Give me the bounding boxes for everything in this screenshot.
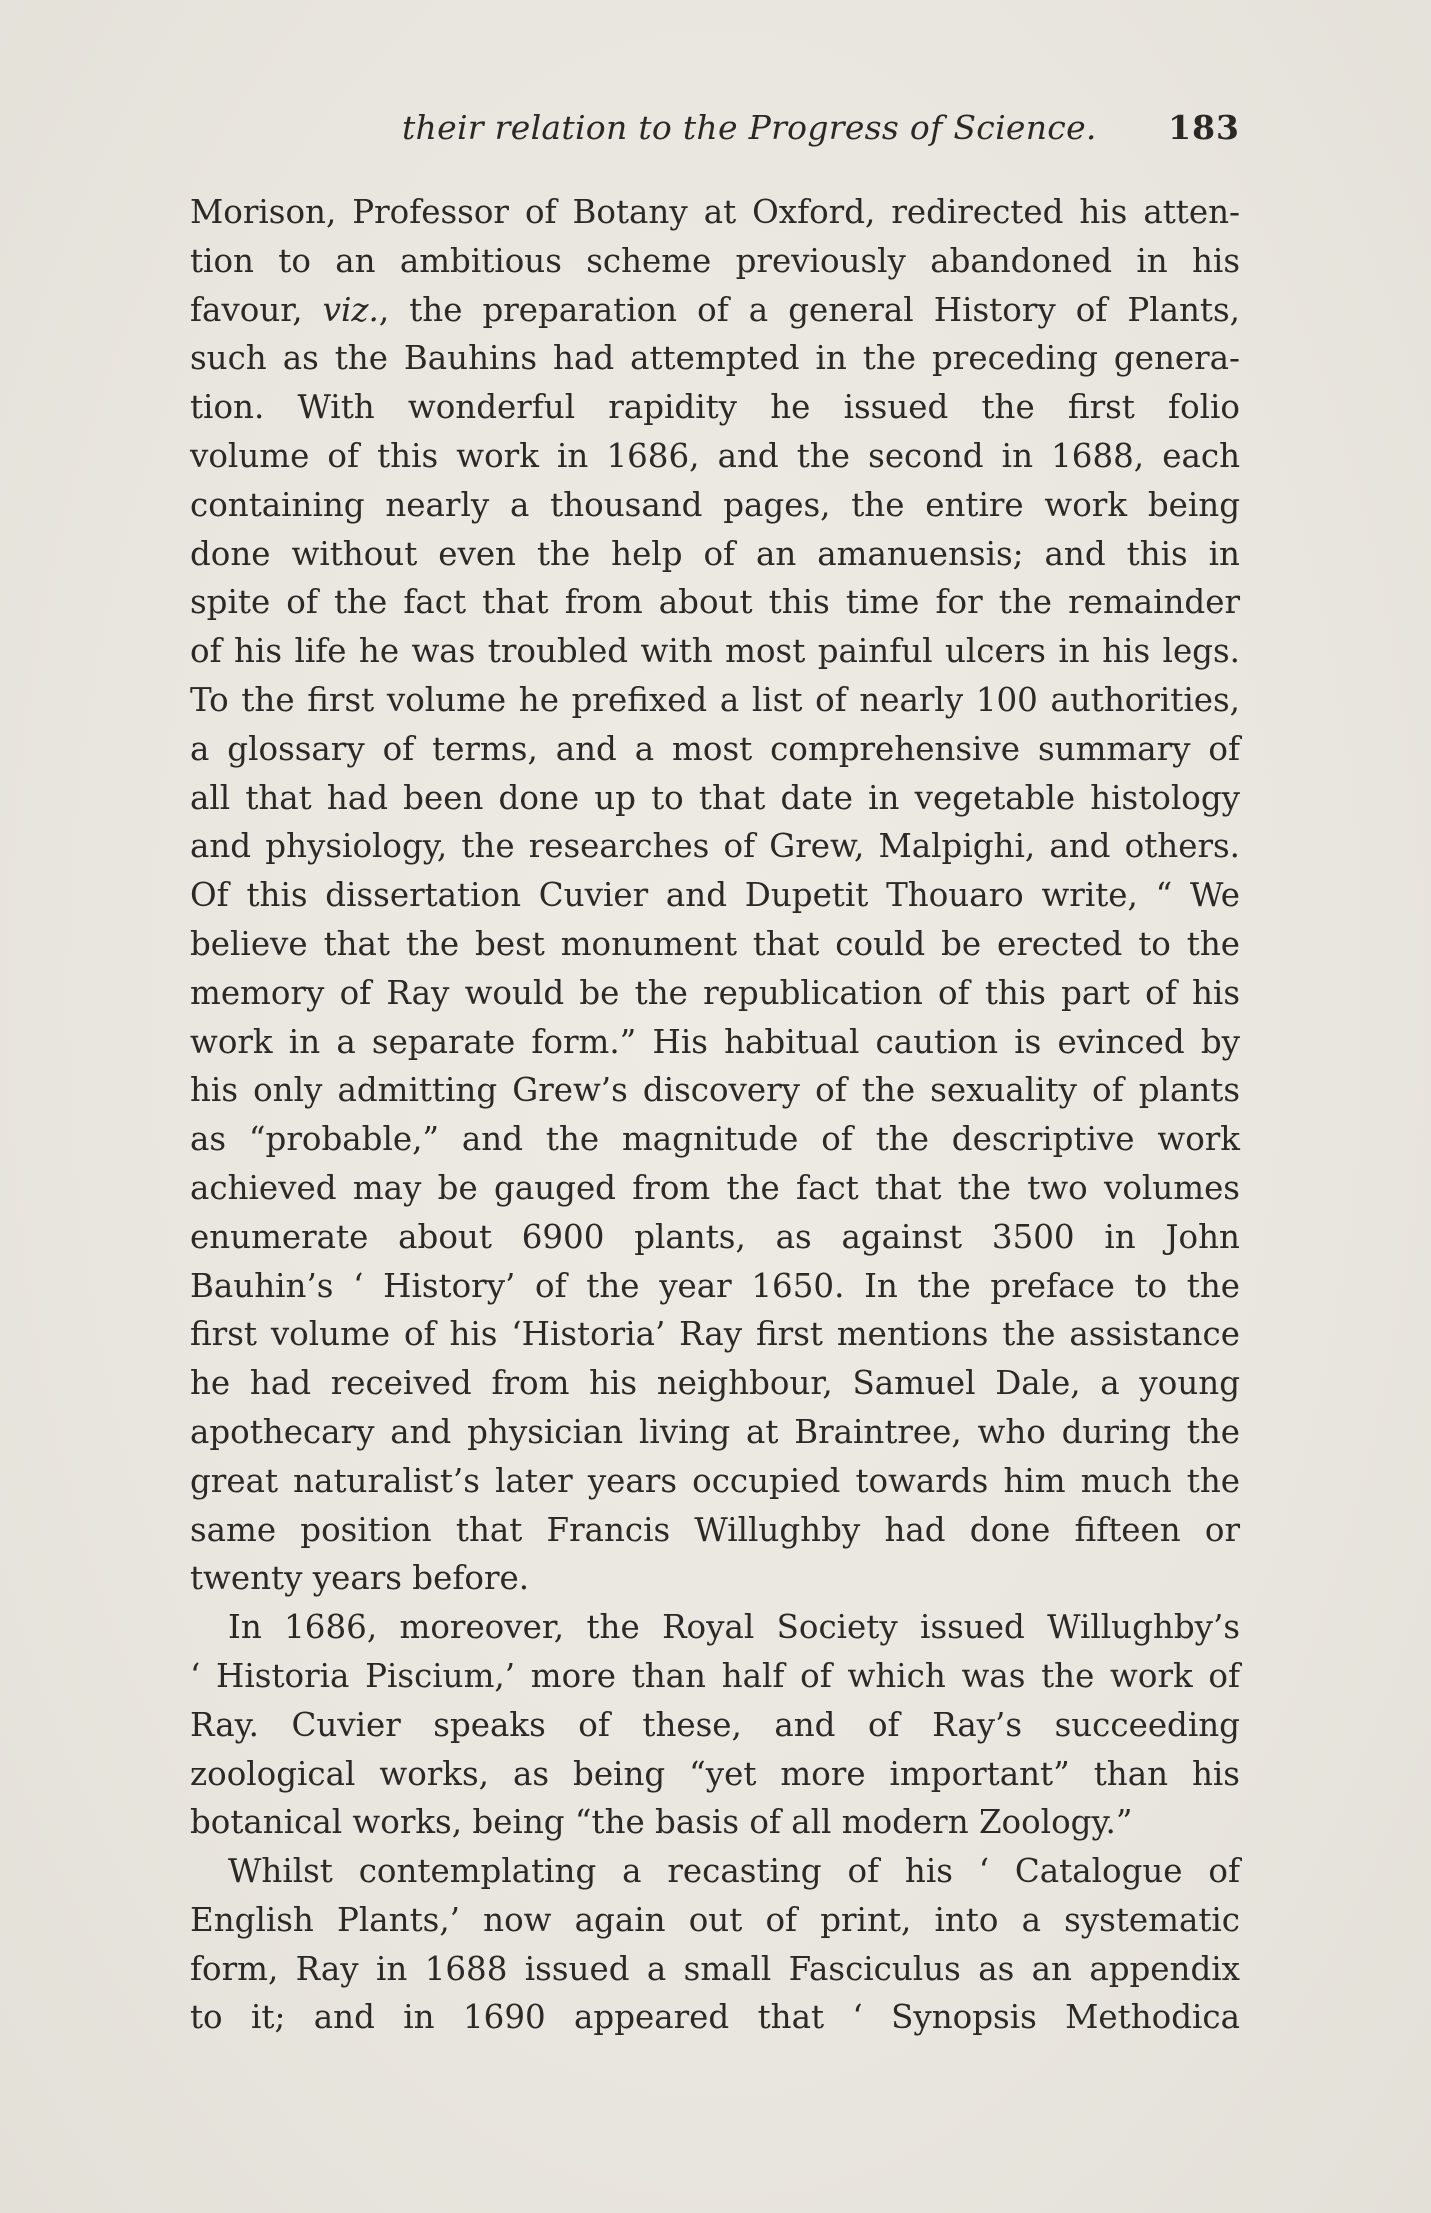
text-line: enumerate about 6900 plants, as against 3500 in John <box>190 1217 1240 1256</box>
text-line: done without even the help of an amanuensis; and this in <box>190 534 1240 573</box>
text-line: his only admitting Grew’s discovery of the sexuality of plants <box>190 1071 1240 1110</box>
text-line: to it; and in 1690 appeared that ‘ Synopsis Methodica <box>190 1998 1240 2037</box>
text-line: apothecary and physician living at Braintree, who during the <box>190 1412 1240 1451</box>
text-line: In 1686, moreover, the Royal Society issued Willughby’s <box>228 1608 1240 1647</box>
text-line: containing nearly a thousand pages, the entire work being <box>190 485 1240 524</box>
paragraph-2 <box>190 1603 1240 1847</box>
paragraph-1 <box>190 188 1240 1603</box>
running-title: their relation to the Progress of Science. <box>402 108 1097 147</box>
text-line: zoological works, as being “yet more important” than his <box>190 1754 1240 1793</box>
text-line: twenty years before. <box>190 1559 530 1598</box>
text-line: Morison, Professor of Botany at Oxford, redirected his atten- <box>190 193 1240 231</box>
text-line: English Plants,’ now again out of print, into a systematic <box>190 1900 1240 1939</box>
text-line-part: favour, <box>190 290 323 329</box>
text-line: achieved may be gauged from the fact that the two volumes <box>190 1168 1240 1207</box>
text-line: a glossary of terms, and a most comprehensive summary of <box>190 729 1240 768</box>
text-line: volume of this work in 1686, and the second in 1688, each <box>190 436 1240 475</box>
text-line: he had received from his neighbour, Samuel Dale, a young <box>190 1364 1240 1403</box>
text-line: Bauhin’s ‘ History’ of the year 1650. In the preface to the <box>190 1266 1240 1305</box>
text-line: believe that the best monument that could be erected to the <box>190 924 1240 963</box>
text-line: first volume of his ‘Historia’ Ray first mentions the assistance <box>190 1315 1240 1354</box>
text-line: tion to an ambitious scheme previously abandoned in his <box>190 241 1240 280</box>
text-line: ‘ Historia Piscium,’ more than half of which was the work of <box>190 1656 1240 1695</box>
text-line: memory of Ray would be the republication of this part of his <box>190 973 1240 1012</box>
text-line: Of this dissertation Cuvier and Dupetit Thouaro write, “ We <box>190 876 1240 915</box>
text-line: botanical works, being “the basis of all modern Zoology.” <box>190 1803 1133 1842</box>
text-line: work in a separate form.” His habitual caution is evinced by <box>190 1022 1240 1061</box>
text-line: and physiology, the researches of Grew, Malpighi, and others. <box>190 827 1240 866</box>
text-line: tion. With wonderful rapidity he issued the first folio <box>190 388 1240 427</box>
text-line <box>190 286 1240 335</box>
text-line: Whilst contemplating a recasting of his ‘ Catalogue of <box>228 1852 1240 1891</box>
page-header <box>190 108 1240 158</box>
text-line: spite of the fact that from about this time for the remainder <box>190 583 1240 622</box>
text-line: same position that Francis Willughby had done fifteen or <box>190 1510 1240 1549</box>
text-line: of his life he was troubled with most painful ulcers in his legs. <box>190 632 1240 671</box>
text-line: as “probable,” and the magnitude of the descriptive work <box>190 1120 1240 1159</box>
text-line: form, Ray in 1688 issued a small Fasciculus as an appendix <box>190 1949 1240 1988</box>
paragraph-3 <box>190 1847 1240 2042</box>
italic-viz: viz. <box>322 290 379 329</box>
text-line-part: , the preparation of a general History of Plants, <box>378 290 1240 329</box>
text-line: To the first volume he prefixed a list of nearly 100 authorities, <box>190 680 1240 719</box>
text-line: all that had been done up to that date in vegetable histology <box>190 778 1240 817</box>
page-number: 183 <box>1168 108 1240 147</box>
text-line: such as the Bauhins had attempted in the preceding genera- <box>190 339 1240 378</box>
text-line: Ray. Cuvier speaks of these, and of Ray’s succeeding <box>190 1705 1240 1744</box>
text-line: great naturalist’s later years occupied towards him much the <box>190 1461 1240 1500</box>
body-text <box>190 188 1240 2042</box>
